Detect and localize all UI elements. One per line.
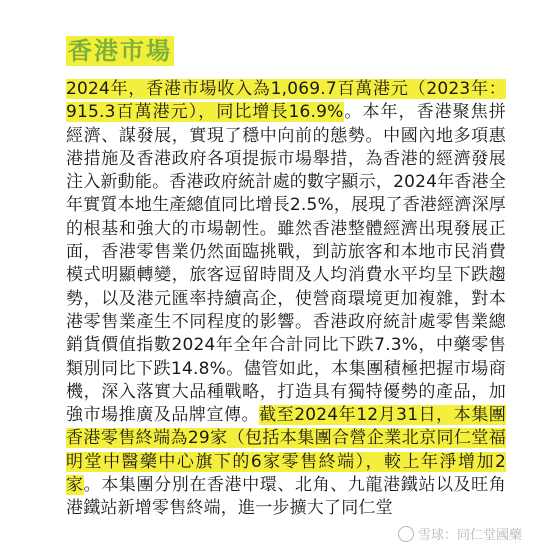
highlighted-text-stores: 截至2024年12月31日，本集團香港零售終端為29家（包括本集團合營企業北京同仁堂福明堂中醫藥中心旗下的6家零售終端），較上年淨增加2家	[66, 405, 506, 496]
highlighted-text-revenue: 2024年，香港市場收入為1,069.7百萬港元（2023年：915.3百萬港元），同比增長16.9%	[66, 79, 506, 123]
watermark	[398, 524, 522, 543]
section-title: 香港市場	[68, 37, 172, 65]
snowball-icon	[398, 526, 414, 542]
watermark-text: 雪球：同仁堂國藥	[417, 528, 522, 543]
body-text: 。本年，香港聚焦拼經濟、謀發展，實現了穩中向前的態勢。中國內地多項惠港措施及香港政府各項提振市場舉措，為香港的經濟發展注入新動能。香港政府統計處的數字顯示，2024年香港全年實質本地生產總值同比增長2.5%，展現了香港經濟深厚的根基和強大的市場韌性。雖然香港整體經濟出現發展正面，香港零售業仍然面臨挑戰，到訪旅客和本地市民消費模式明顯轉變，旅客逗留時間及人均消費水平均呈下跌趨勢，以及港元匯率持續高企，使營商環境更加複雜，對本港零售業產生不同程度的影響。香港政府統計處零售業總銷貨價值指數2024年全年合計同比下跌7.3%，中藥零售類別同比下跌14.8%。儘管如此，本集團積極把握市場商機，深入落實大品種戰略，打造具有獨特優勢的產品，加強市場推廣及品牌宣傳。	[66, 102, 506, 426]
body-text-continued: 。本集團分別在香港中環、北角、九龍港鐵站以及旺角港鐵站新增零售終端，進一步擴大了同仁堂	[66, 475, 506, 519]
body-paragraph	[66, 78, 506, 521]
